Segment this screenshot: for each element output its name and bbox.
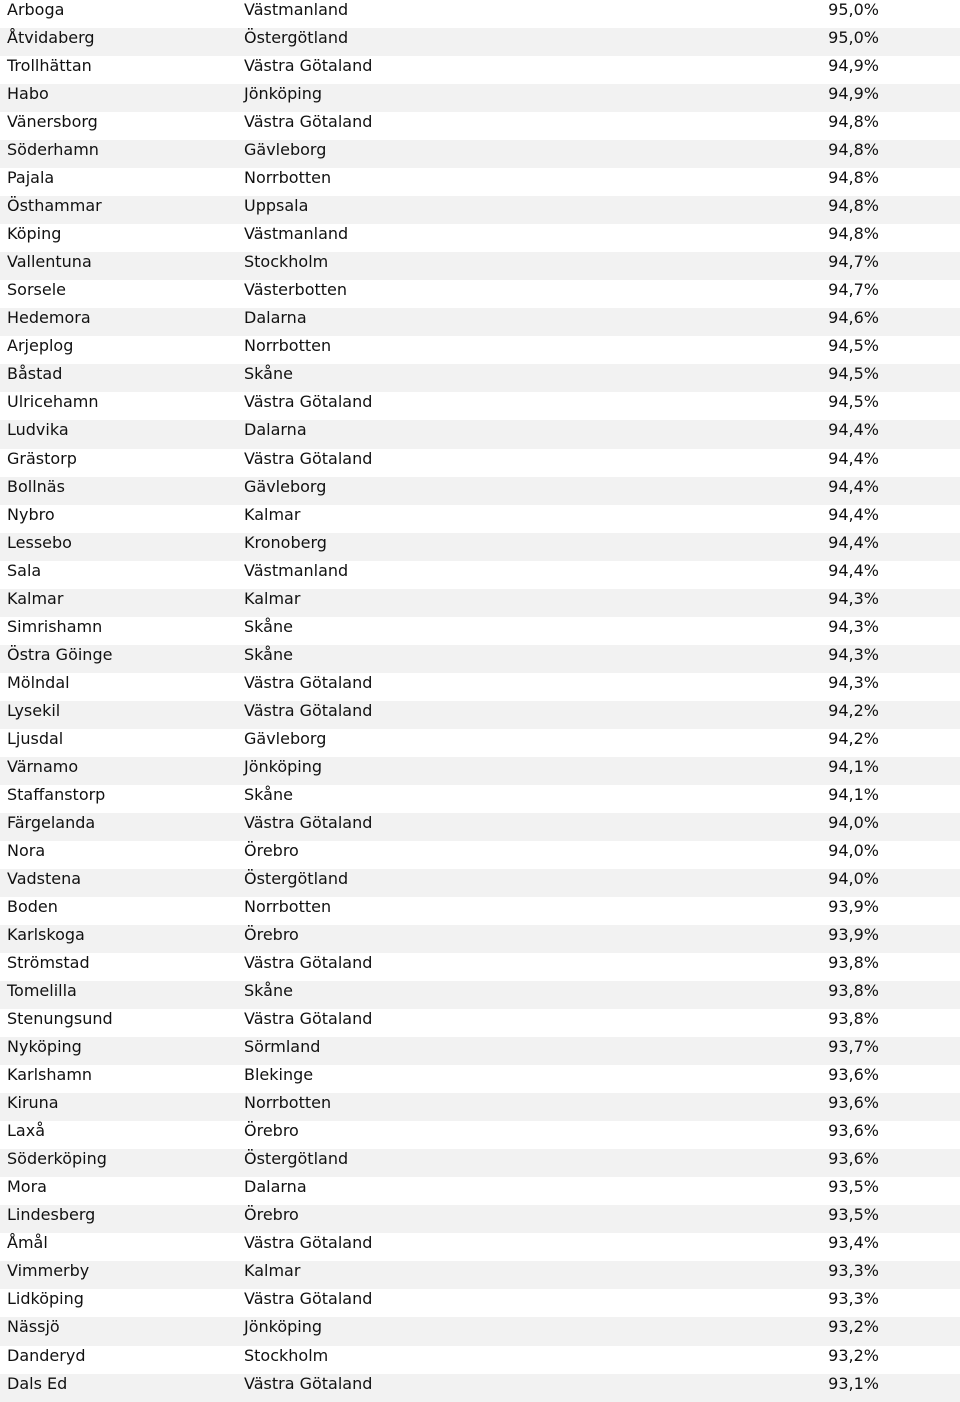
county-cell: Stockholm [244, 1345, 329, 1365]
percent-cell: 94,3% [828, 644, 879, 664]
percent-cell: 93,8% [828, 1009, 879, 1029]
table-row [0, 813, 960, 841]
percent-cell: 94,4% [828, 448, 879, 468]
county-cell: Västra Götaland [244, 448, 373, 468]
percent-cell: 93,5% [828, 1177, 879, 1197]
municipality-cell: Strömstad [7, 953, 90, 973]
county-cell: Dalarna [244, 420, 307, 440]
table-row [0, 841, 960, 869]
county-cell: Västmanland [244, 560, 349, 580]
municipality-cell: Lidköping [7, 1289, 84, 1309]
table-row [0, 757, 960, 785]
municipality-cell: Åtvidaberg [7, 28, 95, 48]
table-row [0, 477, 960, 505]
county-cell: Västra Götaland [244, 953, 373, 973]
municipality-cell: Bollnäs [7, 476, 65, 496]
percent-cell: 93,2% [828, 1345, 879, 1365]
percent-cell: 93,2% [828, 1317, 879, 1337]
municipality-cell: Östra Göinge [7, 644, 113, 664]
table-row [0, 1289, 960, 1317]
percent-cell: 93,6% [828, 1093, 879, 1113]
percent-cell: 94,4% [828, 504, 879, 524]
percent-cell: 93,8% [828, 981, 879, 1001]
municipality-cell: Sala [7, 560, 42, 580]
percent-cell: 94,7% [828, 252, 879, 272]
table-row [0, 1261, 960, 1289]
table-row [0, 1121, 960, 1149]
percent-cell: 95,0% [828, 0, 879, 19]
municipality-cell: Båstad [7, 364, 63, 384]
municipality-cell: Ljusdal [7, 728, 64, 748]
county-cell: Örebro [244, 1121, 299, 1141]
municipality-cell: Laxå [7, 1121, 45, 1141]
municipality-cell: Nässjö [7, 1317, 60, 1337]
municipality-cell: Pajala [7, 168, 55, 188]
percent-cell: 94,8% [828, 112, 879, 132]
table-row [0, 925, 960, 953]
county-cell: Skåne [244, 784, 293, 804]
table-row [0, 336, 960, 364]
county-cell: Norrbotten [244, 1093, 332, 1113]
county-cell: Västra Götaland [244, 112, 373, 132]
table-row [0, 280, 960, 308]
percent-cell: 94,4% [828, 476, 879, 496]
municipality-cell: Lindesberg [7, 1205, 96, 1225]
table-row [0, 869, 960, 897]
county-cell: Uppsala [244, 196, 309, 216]
table-row [0, 505, 960, 533]
table-row [0, 224, 960, 252]
county-cell: Gävleborg [244, 476, 327, 496]
county-cell: Örebro [244, 1205, 299, 1225]
municipality-cell: Vadstena [7, 868, 82, 888]
municipality-cell: Värnamo [7, 756, 79, 776]
percent-cell: 94,4% [828, 420, 879, 440]
county-cell: Norrbotten [244, 897, 332, 916]
municipality-cell: Arboga [7, 0, 65, 19]
percent-cell: 93,7% [828, 1037, 879, 1057]
municipality-cell: Färgelanda [7, 812, 96, 832]
municipality-cell: Simrishamn [7, 616, 103, 636]
municipality-cell: Kalmar [7, 588, 64, 608]
percent-cell: 94,0% [828, 868, 879, 888]
table-row [0, 196, 960, 224]
municipality-cell: Tomelilla [7, 981, 77, 1001]
percent-cell: 93,8% [828, 953, 879, 973]
table-row [0, 1205, 960, 1233]
municipality-cell: Vimmerby [7, 1261, 90, 1281]
county-cell: Örebro [244, 925, 299, 945]
municipality-cell: Hedemora [7, 308, 91, 328]
percent-cell: 93,6% [828, 1065, 879, 1085]
county-cell: Kalmar [244, 1261, 301, 1281]
percent-cell: 94,0% [828, 812, 879, 832]
municipality-cell: Åmål [7, 1233, 48, 1253]
table-row [0, 729, 960, 757]
percent-cell: 94,6% [828, 308, 879, 328]
percent-cell: 93,6% [828, 1149, 879, 1169]
percent-cell: 93,3% [828, 1289, 879, 1309]
county-cell: Östergötland [244, 28, 349, 48]
percent-cell: 94,4% [828, 560, 879, 580]
percent-cell: 93,6% [828, 1121, 879, 1141]
table-row [0, 1317, 960, 1345]
municipality-cell: Söderhamn [7, 140, 99, 160]
table-row [0, 1149, 960, 1177]
percent-cell: 94,8% [828, 224, 879, 244]
municipality-cell: Lessebo [7, 532, 72, 552]
percent-cell: 93,4% [828, 1233, 879, 1253]
county-cell: Västra Götaland [244, 1233, 373, 1253]
county-cell: Norrbotten [244, 336, 332, 356]
percent-cell: 94,3% [828, 588, 879, 608]
county-cell: Sörmland [244, 1037, 321, 1057]
county-cell: Skåne [244, 616, 293, 636]
county-cell: Skåne [244, 644, 293, 664]
percent-cell: 94,2% [828, 728, 879, 748]
table-row [0, 561, 960, 589]
county-cell: Västerbotten [244, 280, 348, 300]
county-cell: Skåne [244, 364, 293, 384]
county-cell: Västra Götaland [244, 1289, 373, 1309]
percent-cell: 94,3% [828, 672, 879, 692]
municipality-cell: Kiruna [7, 1093, 59, 1113]
table-row [0, 449, 960, 477]
table-row [0, 364, 960, 392]
county-cell: Västra Götaland [244, 700, 373, 720]
percent-cell: 94,7% [828, 280, 879, 300]
table-row [0, 897, 960, 925]
county-cell: Västra Götaland [244, 672, 373, 692]
percent-cell: 94,3% [828, 616, 879, 636]
municipality-cell: Nybro [7, 504, 55, 524]
percent-cell: 94,5% [828, 336, 879, 356]
county-cell: Kronoberg [244, 532, 327, 552]
percent-cell: 94,9% [828, 56, 879, 76]
table-row [0, 140, 960, 168]
municipality-cell: Vänersborg [7, 112, 98, 132]
table-row [0, 56, 960, 84]
municipality-cell: Boden [7, 897, 58, 916]
municipality-cell: Ulricehamn [7, 392, 99, 412]
percent-cell: 94,1% [828, 756, 879, 776]
county-cell: Jönköping [244, 1317, 323, 1337]
percent-cell: 95,0% [828, 28, 879, 48]
percent-cell: 93,9% [828, 897, 879, 916]
county-cell: Västra Götaland [244, 1373, 373, 1393]
municipality-cell: Lysekil [7, 700, 61, 720]
percent-cell: 94,0% [828, 840, 879, 860]
table-row [0, 392, 960, 420]
county-cell: Östergötland [244, 868, 349, 888]
county-cell: Västra Götaland [244, 392, 373, 412]
municipality-cell: Danderyd [7, 1345, 86, 1365]
table-row [0, 953, 960, 981]
table-row [0, 112, 960, 140]
table-row [0, 673, 960, 701]
table-row [0, 785, 960, 813]
percent-cell: 94,8% [828, 140, 879, 160]
county-cell: Örebro [244, 840, 299, 860]
municipality-cell: Nora [7, 840, 46, 860]
municipality-cell: Östhammar [7, 196, 102, 216]
percent-cell: 93,9% [828, 925, 879, 945]
county-cell: Skåne [244, 981, 293, 1001]
table-row [0, 0, 960, 28]
county-cell: Västmanland [244, 0, 349, 19]
county-cell: Blekinge [244, 1065, 314, 1085]
municipality-cell: Karlskoga [7, 925, 85, 945]
county-cell: Östergötland [244, 1149, 349, 1169]
county-cell: Stockholm [244, 252, 329, 272]
municipality-cell: Mora [7, 1177, 47, 1197]
municipality-cell: Köping [7, 224, 62, 244]
table-row [0, 1374, 960, 1402]
county-cell: Västra Götaland [244, 812, 373, 832]
municipality-cell: Arjeplog [7, 336, 74, 356]
percent-cell: 93,3% [828, 1261, 879, 1281]
table-row [0, 589, 960, 617]
municipality-cell: Vallentuna [7, 252, 92, 272]
table-row [0, 533, 960, 561]
municipality-cell: Ludvika [7, 420, 69, 440]
percent-cell: 94,8% [828, 196, 879, 216]
municipality-cell: Trollhättan [7, 56, 92, 76]
table-row [0, 1233, 960, 1261]
percent-cell: 94,8% [828, 168, 879, 188]
table-row [0, 84, 960, 112]
percent-cell: 94,4% [828, 532, 879, 552]
county-cell: Västmanland [244, 224, 349, 244]
table-row [0, 701, 960, 729]
county-cell: Gävleborg [244, 140, 327, 160]
county-cell: Dalarna [244, 1177, 307, 1197]
percent-cell: 94,9% [828, 84, 879, 104]
table-row [0, 308, 960, 336]
table-row [0, 28, 960, 56]
table-row [0, 981, 960, 1009]
percent-cell: 94,5% [828, 392, 879, 412]
percent-cell: 93,1% [828, 1373, 879, 1393]
table-row [0, 1065, 960, 1093]
table-row [0, 420, 960, 448]
municipality-cell: Karlshamn [7, 1065, 93, 1085]
table-row [0, 1037, 960, 1065]
table-row [0, 168, 960, 196]
table-row [0, 1177, 960, 1205]
county-cell: Jönköping [244, 84, 323, 104]
county-cell: Västra Götaland [244, 1009, 373, 1029]
table-row [0, 1009, 960, 1037]
municipality-cell: Sorsele [7, 280, 66, 300]
percent-cell: 94,1% [828, 784, 879, 804]
county-cell: Dalarna [244, 308, 307, 328]
municipality-cell: Söderköping [7, 1149, 107, 1169]
percent-cell: 94,2% [828, 700, 879, 720]
percent-cell: 94,5% [828, 364, 879, 384]
municipality-cell: Mölndal [7, 672, 70, 692]
municipality-cell: Habo [7, 84, 49, 104]
municipality-cell: Grästorp [7, 448, 77, 468]
county-cell: Kalmar [244, 504, 301, 524]
municipality-cell: Dals Ed [7, 1373, 68, 1393]
county-cell: Västra Götaland [244, 56, 373, 76]
county-cell: Gävleborg [244, 728, 327, 748]
table-row [0, 1093, 960, 1121]
table-row [0, 645, 960, 673]
table-row [0, 252, 960, 280]
municipality-cell: Nyköping [7, 1037, 82, 1057]
table-row [0, 1346, 960, 1374]
county-cell: Norrbotten [244, 168, 332, 188]
table-row [0, 617, 960, 645]
county-cell: Jönköping [244, 756, 323, 776]
county-cell: Kalmar [244, 588, 301, 608]
municipality-cell: Staffanstorp [7, 784, 106, 804]
percent-cell: 93,5% [828, 1205, 879, 1225]
municipality-cell: Stenungsund [7, 1009, 113, 1029]
